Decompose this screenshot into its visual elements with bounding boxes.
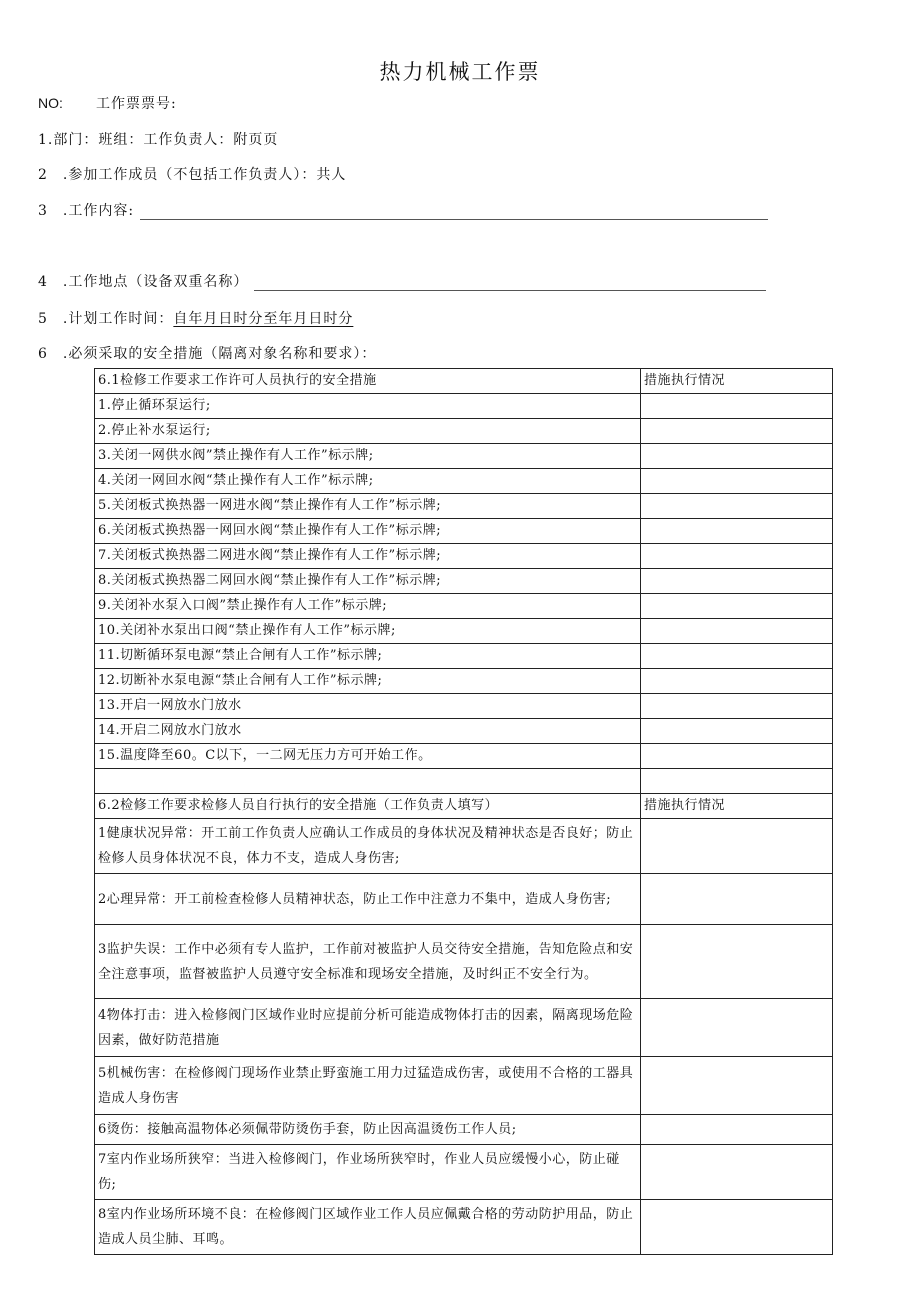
measure-cell[interactable] [95, 769, 641, 794]
table-row [95, 544, 833, 569]
planned-time-value[interactable]: 自年月日时分至年月日时分 [173, 311, 354, 327]
status-cell[interactable] [641, 444, 833, 469]
section2-header: 6.2检修工作要求检修人员自行执行的安全措施（工作负责人填写） [95, 794, 641, 819]
table-row [95, 419, 833, 444]
table-row [95, 669, 833, 694]
table-row [95, 744, 833, 769]
measure-cell: 15.温度降至60。C以下，一二网无压力方可开始工作。 [95, 744, 641, 769]
measure-cell: 13.开启一网放水门放水 [95, 694, 641, 719]
measure-cell: 6烫伤：接触高温物体必须佩带防烫伤手套，防止因高温烫伤工作人员; [95, 1115, 641, 1145]
status-cell[interactable] [641, 999, 833, 1057]
planned-time-label: 5 .计划工作时间： [38, 311, 174, 327]
measure-cell: 9.关闭补水泵入口阀”禁止操作有人工作”标示牌; [95, 594, 641, 619]
measure-cell: 2心理异常：开工前检查检修人员精神状态，防止工作中注意力不集中，造成人身伤害; [95, 874, 641, 925]
status-cell[interactable] [641, 394, 833, 419]
table-row [95, 594, 833, 619]
table-row [95, 1057, 833, 1115]
work-content-blank[interactable] [140, 203, 768, 220]
status-cell[interactable] [641, 874, 833, 925]
measure-cell: 7室内作业场所狭窄：当进入检修阀门，作业场所狭窄时，作业人员应缓慢小心，防止碰伤; [95, 1145, 641, 1200]
status-cell[interactable] [641, 819, 833, 874]
status-cell[interactable] [641, 494, 833, 519]
table-row [95, 469, 833, 494]
measure-cell: 5.关闭板式换热器一网进水阀“禁止操作有人工作”标示牌; [95, 494, 641, 519]
document-title: 热力机械工作票 [379, 60, 541, 84]
status-cell[interactable] [641, 769, 833, 794]
status-cell[interactable] [641, 744, 833, 769]
section2-status-header: 措施执行情况 [641, 794, 833, 819]
table-row [95, 519, 833, 544]
measure-cell: 3.关闭一网供水阀”禁止操作有人工作”标示牌; [95, 444, 641, 469]
section1-header: 6.1检修工作要求工作许可人员执行的安全措施 [95, 369, 641, 394]
status-cell[interactable] [641, 544, 833, 569]
measure-cell: 8室内作业场所环境不良：在检修阀门区域作业工作人员应佩戴合格的劳动防护用品，防止造成人员尘肺、耳鸣。 [95, 1200, 641, 1255]
status-cell[interactable] [641, 925, 833, 999]
table-row [95, 925, 833, 999]
status-cell[interactable] [641, 1200, 833, 1255]
measure-cell: 5机械伤害：在检修阀门现场作业禁止野蛮施工用力过猛造成伤害，或使用不合格的工器具造成人身伤害 [95, 1057, 641, 1115]
planned-time-line [38, 308, 353, 328]
status-cell[interactable] [641, 519, 833, 544]
measure-cell: 10.关闭补水泵出口阀“禁止操作有人工作”标示牌; [95, 619, 641, 644]
measure-cell: 8.关闭板式换热器二网回水阀“禁止操作有人工作”标示牌; [95, 569, 641, 594]
table-row [95, 999, 833, 1057]
table-row [95, 494, 833, 519]
work-content-label: 3 .工作内容: [38, 203, 135, 219]
status-cell[interactable] [641, 719, 833, 744]
table-row-empty [95, 769, 833, 794]
members-line: 2 .参加工作成员（不包括工作负责人）：共人 [38, 167, 347, 183]
table-row [95, 1115, 833, 1145]
table-row [95, 444, 833, 469]
safety-measures-table [94, 368, 833, 1255]
measure-cell: 4物体打击：进入检修阀门区域作业时应提前分析可能造成物体打击的因素，隔离现场危险因素，做好防范措施 [95, 999, 641, 1057]
table-row [95, 644, 833, 669]
measure-cell: 11.切断循环泵电源“禁止合闸有人工作”标示牌; [95, 644, 641, 669]
department-line: 1.部门：班组：工作负责人：附页页 [38, 132, 279, 148]
measure-cell: 12.切断补水泵电源“禁止合闸有人工作”标示牌; [95, 669, 641, 694]
safety-measures-line: 6 .必须采取的安全措施（隔离对象名称和要求）： [38, 346, 377, 362]
status-cell[interactable] [641, 669, 833, 694]
status-cell[interactable] [641, 619, 833, 644]
no-label: NO: [38, 95, 63, 111]
measure-cell: 6.关闭板式换热器一网回水阀“禁止操作有人工作”标示牌; [95, 519, 641, 544]
status-cell[interactable] [641, 694, 833, 719]
measure-cell: 3监护失误：工作中必须有专人监护，工作前对被监护人员交待安全措施，告知危险点和安全注意事项，监督被监护人员遵守安全标准和现场安全措施，及时纠正不安全行为。 [95, 925, 641, 999]
table-row [95, 694, 833, 719]
status-cell[interactable] [641, 569, 833, 594]
work-location-label: 4 .工作地点（设备双重名称） [38, 274, 249, 290]
status-cell[interactable] [641, 1115, 833, 1145]
ticket-number-label: 工作票票号: [96, 96, 177, 112]
status-cell[interactable] [641, 469, 833, 494]
status-cell[interactable] [641, 1145, 833, 1200]
table-row [95, 819, 833, 874]
work-location-line [38, 271, 766, 291]
section1-header-row [95, 369, 833, 394]
table-row [95, 1145, 833, 1200]
status-cell[interactable] [641, 594, 833, 619]
measure-cell: 2.停止补水泵运行; [95, 419, 641, 444]
table-row [95, 569, 833, 594]
table-row [95, 874, 833, 925]
measure-cell: 14.开启二网放水门放水 [95, 719, 641, 744]
work-content-line [38, 200, 768, 220]
measure-cell: 4.关闭一网回水阀“禁止操作有人工作”标示牌; [95, 469, 641, 494]
table-row [95, 1200, 833, 1255]
table-row [95, 619, 833, 644]
work-location-blank[interactable] [254, 274, 766, 291]
section2-header-row [95, 794, 833, 819]
measure-cell: 1健康状况异常：开工前工作负责人应确认工作成员的身体状况及精神状态是否良好；防止检修人员身体状况不良，体力不支，造成人身伤害; [95, 819, 641, 874]
ticket-number-line [38, 93, 177, 113]
section1-status-header: 措施执行情况 [641, 369, 833, 394]
measure-cell: 7.关闭板式换热器二网进水阀“禁止操作有人工作”标示牌; [95, 544, 641, 569]
status-cell[interactable] [641, 644, 833, 669]
measure-cell: 1.停止循环泵运行; [95, 394, 641, 419]
status-cell[interactable] [641, 419, 833, 444]
table-row [95, 719, 833, 744]
status-cell[interactable] [641, 1057, 833, 1115]
table-row [95, 394, 833, 419]
